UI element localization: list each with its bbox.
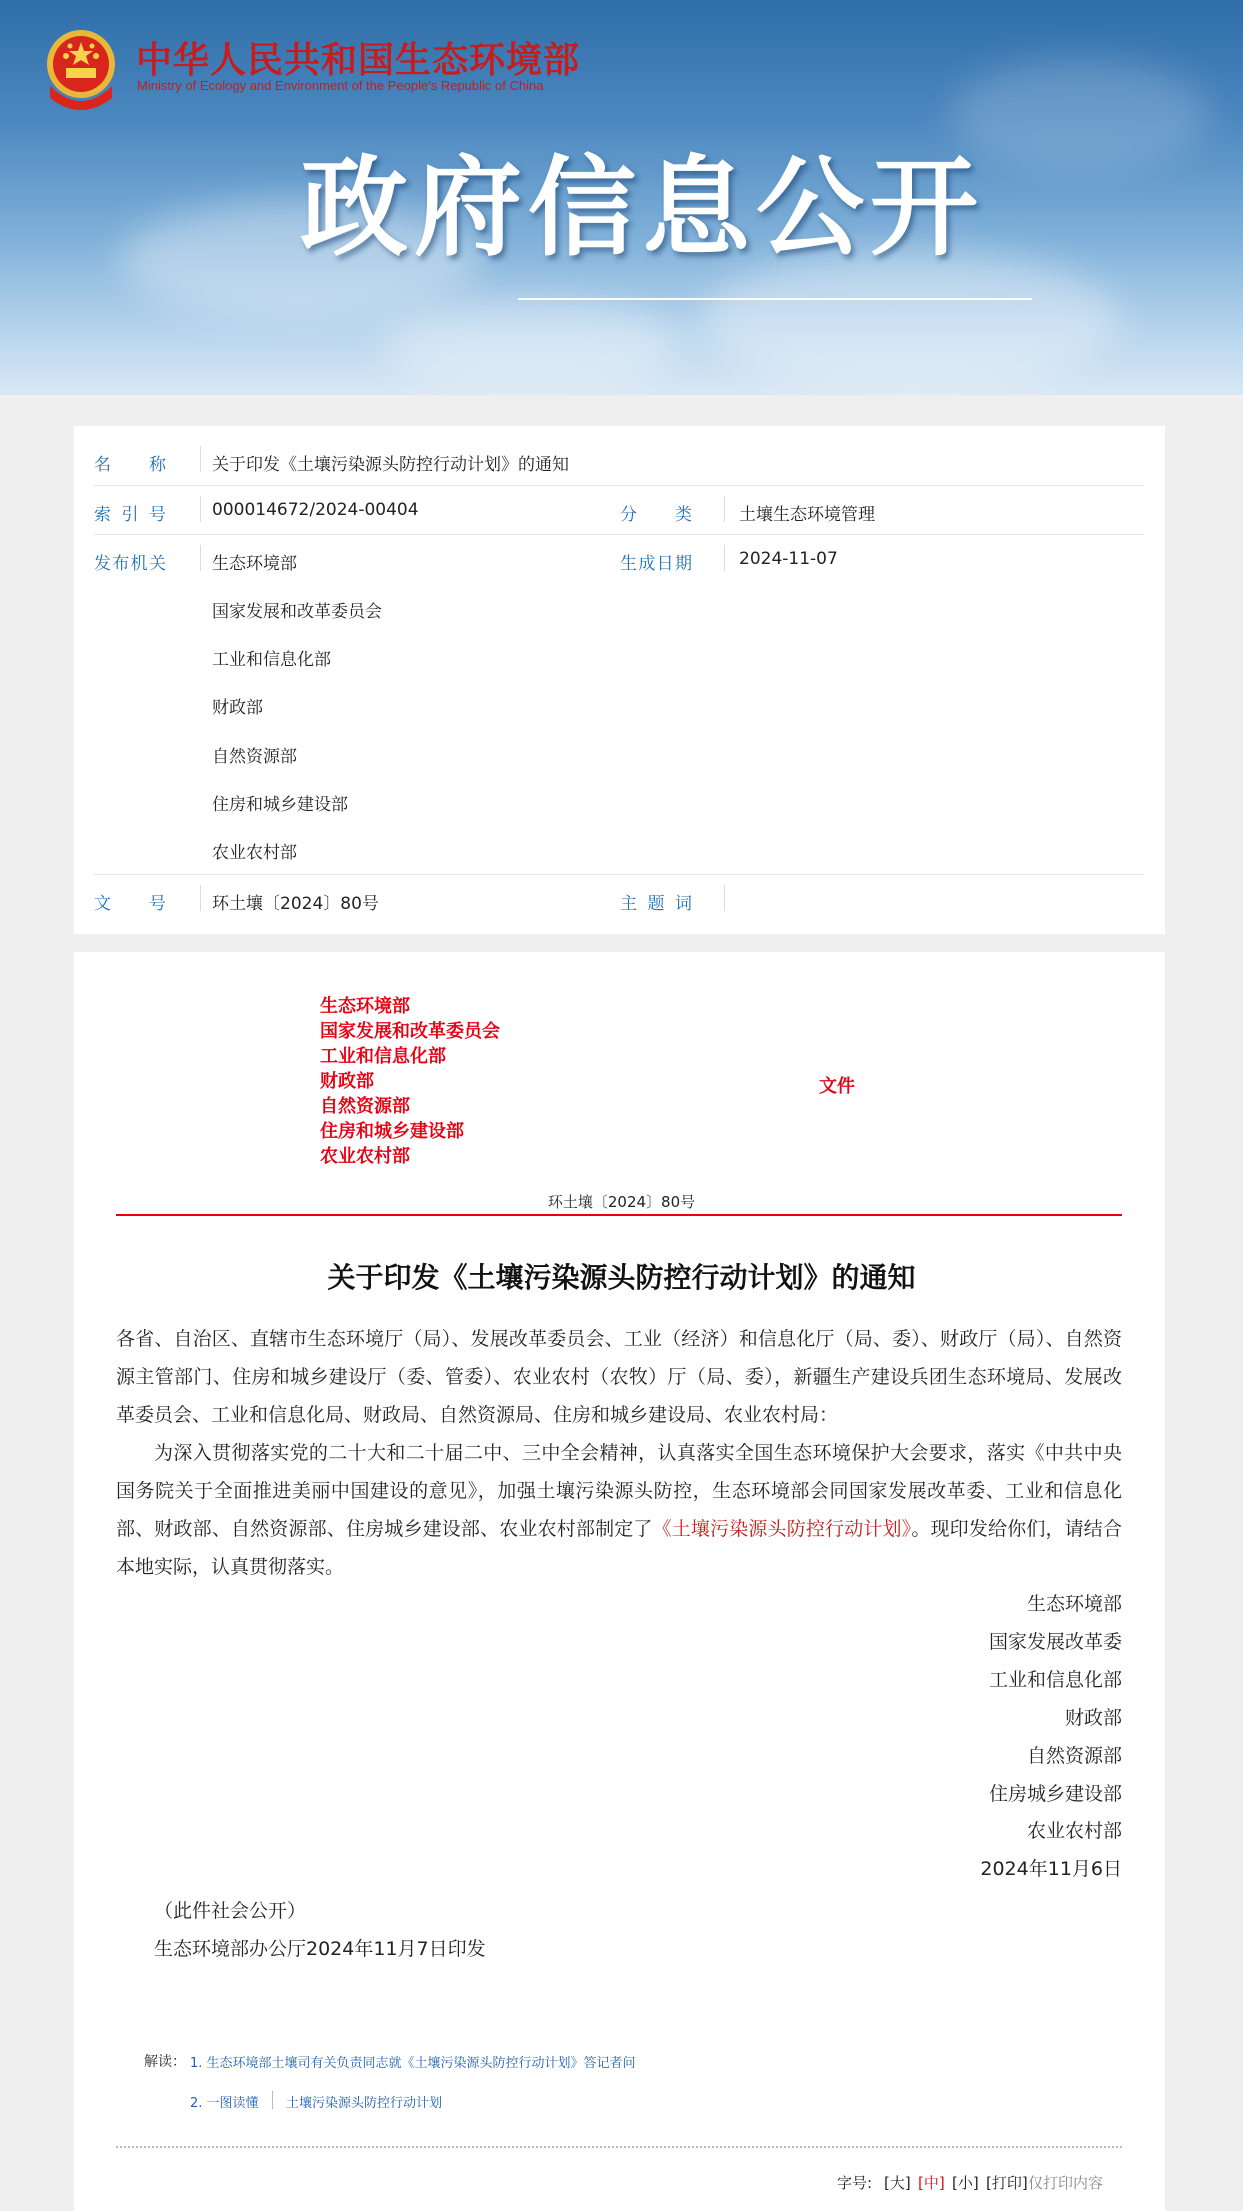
signature: 财政部: [1064, 1707, 1122, 1729]
meta-row-name: [94, 426, 1145, 486]
document-wenjian: 文件: [819, 1076, 855, 1097]
banner-title: 政府信息公开: [300, 146, 985, 271]
signature: 自然资源部: [1026, 1745, 1122, 1767]
interpretation-link-3[interactable]: 土壤污染源头防控行动计划: [286, 2096, 443, 2111]
issuer-name: 农业农村部: [320, 1146, 410, 1167]
issuer-name: 国家发展和改革委员会: [320, 1021, 500, 1042]
issuer-name: 自然资源部: [320, 1096, 410, 1117]
meta-row-index: [94, 486, 1145, 535]
meta-row-publisher: [94, 535, 1145, 875]
issuer-name: 住房和城乡建设部: [320, 1121, 464, 1142]
issuer-name: 生态环境部: [320, 996, 410, 1017]
publisher-item: 工业和信息化部: [212, 650, 331, 670]
meta-value-date: 2024-11-07: [739, 549, 838, 569]
issue-note: 生态环境部办公厅2024年11月7日印发: [154, 1938, 486, 1960]
body-pre: 为深入贯彻落实党的二十大和二十届二中、三中全会精神，认真落实全国生态环境保护大会要求，落实《中共中央国务院关于全面推进美丽中国建设的意见》，加强土壤污染源头防控，生态环境部会同国家发展改革委、工业和信息化部、财政部、自然资源部、住房城乡建设部、农业农村部制定了: [116, 1442, 1122, 1540]
signature: 住房城乡建设部: [988, 1783, 1122, 1805]
font-size-label: 字号:: [837, 2174, 873, 2192]
signature: 生态环境部: [1026, 1593, 1122, 1615]
meta-label-subject: 主 题 词: [620, 894, 692, 914]
publisher-item: 生态环境部: [212, 554, 297, 574]
main-paragraph: [116, 1434, 1122, 1586]
issuer-name: 工业和信息化部: [320, 1046, 446, 1067]
national-emblem-icon[interactable]: [42, 26, 120, 110]
public-note: （此件社会公开）: [154, 1900, 307, 1922]
interpretation-link-2[interactable]: 2. 一图读懂: [190, 2096, 259, 2111]
font-large-button[interactable]: [大]: [884, 2174, 911, 2192]
dotted-divider: [116, 2146, 1122, 2148]
red-divider: [116, 1214, 1122, 1216]
publisher-item: 农业农村部: [212, 843, 297, 863]
meta-label-index: 索 引 号: [94, 505, 166, 525]
signature: 农业农村部: [1026, 1820, 1122, 1842]
signature: 工业和信息化部: [988, 1669, 1122, 1691]
print-button[interactable]: [打印]: [986, 2174, 1028, 2192]
publisher-item: 国家发展和改革委员会: [212, 602, 382, 622]
issuer-name: 财政部: [320, 1071, 374, 1092]
metadata-card: [74, 426, 1165, 934]
meta-value-name: 关于印发《土壤污染源头防控行动计划》的通知: [212, 455, 569, 475]
meta-value-index: 000014672/2024-00404: [212, 500, 419, 520]
meta-label-docno: 文 号: [94, 894, 166, 914]
document-number: 环土壤〔2024〕80号: [547, 1193, 696, 1211]
site-name[interactable]: 中华人民共和国生态环境部: [136, 40, 581, 81]
banner-underline: [518, 298, 1032, 300]
font-small-button[interactable]: [小]: [952, 2174, 979, 2192]
meta-label-publisher: 发布机关: [94, 554, 166, 574]
header-banner: [0, 0, 1243, 395]
print-note: 仅打印内容: [1028, 2174, 1104, 2192]
document-title: 关于印发《土壤污染源头防控行动计划》的通知: [327, 1261, 916, 1294]
meta-label-name: 名 称: [94, 455, 166, 475]
meta-value-category: 土壤生态环境管理: [739, 505, 875, 525]
font-medium-button[interactable]: [中]: [918, 2174, 945, 2192]
recipients-paragraph: 各省、自治区、直辖市生态环境厅（局）、发展改革委员会、工业（经济）和信息化厅（局、委）、财政厅（局）、自然资源主管部门、住房和城乡建设厅（委、管委）、农业农村（农牧）厅（局、委），新疆生产建设兵团生态环境局、发展改革委员会、工业和信息化局、财政局、自然资源局、住房和城乡建设局、农业农村局：: [116, 1328, 1122, 1426]
meta-value-docno: 环土壤〔2024〕80号: [212, 894, 379, 914]
signature: 国家发展改革委: [988, 1631, 1122, 1653]
sign-date: 2024年11月6日: [980, 1858, 1122, 1880]
meta-row-docno: [94, 875, 1145, 925]
publisher-item: 财政部: [212, 698, 263, 718]
document-body: [116, 1320, 1122, 1586]
meta-label-date: 生成日期: [620, 554, 692, 574]
publisher-item: 住房和城乡建设部: [212, 795, 348, 815]
publisher-item: 自然资源部: [212, 747, 297, 767]
interpretation-link-1[interactable]: 1. 生态环境部土壤司有关负责同志就《土壤污染源头防控行动计划》答记者问: [190, 2056, 636, 2071]
interpretation-separator: [272, 2091, 273, 2109]
site-name-en[interactable]: Ministry of Ecology and Environment of the People's Republic of China: [137, 78, 544, 93]
body-post: 。现印发给你们，请结合本地实际，认真贯彻落实。: [116, 1518, 1122, 1578]
meta-label-category: 分 类: [620, 505, 692, 525]
interpretation-label: 解读：: [144, 2054, 186, 2070]
plan-link[interactable]: 《土壤污染源头防控行动计划》: [652, 1518, 912, 1540]
